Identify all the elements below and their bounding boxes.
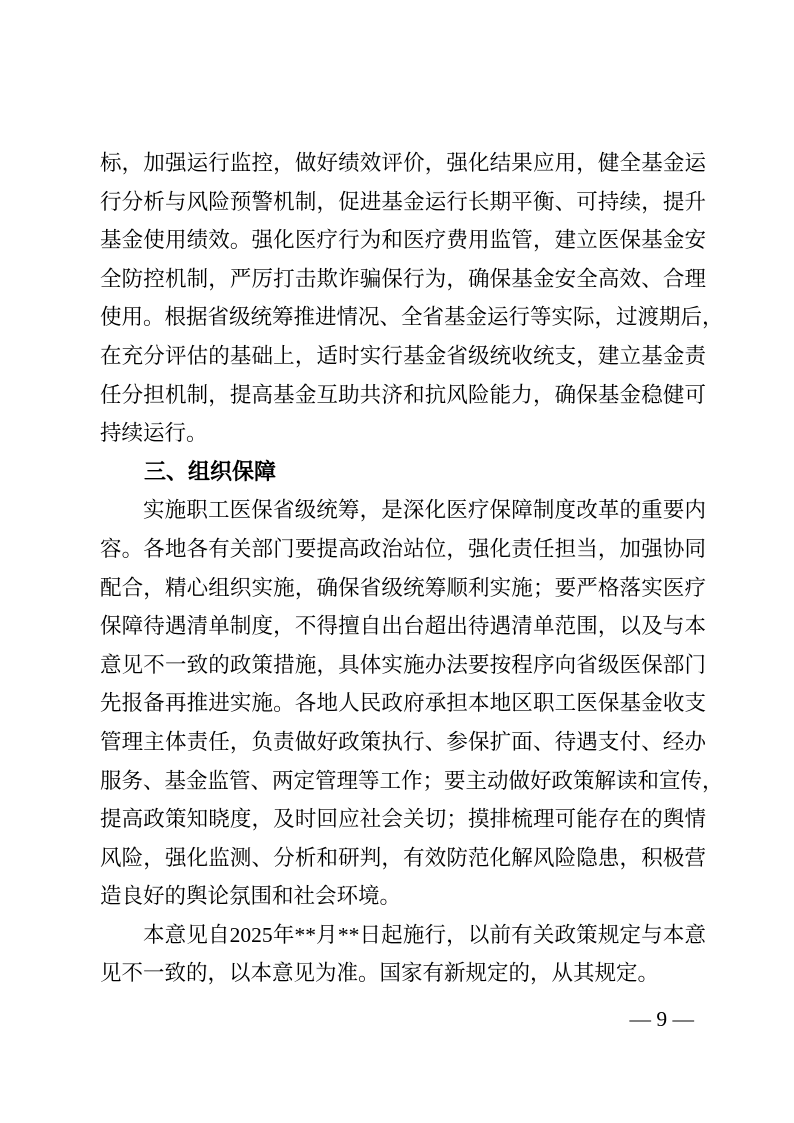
body-text-line: 实施职工医保省级统筹，是深化医疗保障制度改革的重要内 (143, 498, 706, 523)
body-text-line: 配合，精心组织实施，确保省级统筹顺利实施；要严格落实医疗 (100, 575, 706, 600)
body-text-line: 服务、基金监管、两定管理等工作；要主动做好政策解读和宣传， (100, 768, 724, 793)
document-body (100, 144, 724, 993)
body-text-line: 行分析与风险预警机制，促进基金运行长期平衡、可持续，提升 (100, 189, 706, 214)
body-text-line: 持续运行。 (100, 421, 208, 446)
body-text-line: 使用。根据省级统筹推进情况、全省基金运行等实际，过渡期后， (100, 305, 724, 330)
body-text-line: 先报备再推进实施。各地人民政府承担本地区职工医保基金收支 (100, 691, 706, 716)
body-text-line: 管理主体责任，负责做好政策执行、参保扩面、待遇支付、经办 (100, 729, 706, 754)
body-text-line: 见不一致的，以本意见为准。国家有新规定的，从其规定。 (100, 961, 660, 986)
section-heading: 三、组织保障 (144, 458, 277, 484)
body-text-line: 全防控机制，严厉打击欺诈骗保行为，确保基金安全高效、合理 (100, 266, 706, 291)
body-text-line: 意见不一致的政策措施，具体实施办法要按程序向省级医保部门 (100, 652, 706, 677)
body-text-line: 保障待遇清单制度，不得擅自出台超出待遇清单范围，以及与本 (100, 614, 706, 639)
body-text-line: 造良好的舆论氛围和社会环境。 (100, 884, 402, 909)
body-text-line: 在充分评估的基础上，适时实行基金省级统收统支，建立基金责 (100, 343, 706, 368)
page-number: — 9 — (629, 1007, 694, 1031)
body-text-line: 容。各地各有关部门要提高政治站位，强化责任担当，加强协同 (100, 536, 706, 561)
body-text-line: 基金使用绩效。强化医疗行为和医疗费用监管，建立医保基金安 (100, 228, 706, 253)
body-text-line: 标，加强运行监控，做好绩效评价，强化结果应用，健全基金运 (100, 151, 706, 175)
body-text-line: 风险，强化监测、分析和研判，有效防范化解风险隐患，积极营 (100, 845, 706, 870)
body-text-line: 提高政策知晓度，及时回应社会关切；摸排梳理可能存在的舆情 (100, 807, 706, 832)
body-text-line: 本意见自2025年**月**日起施行，以前有关政策规定与本意 (143, 922, 706, 947)
body-text-line: 任分担机制，提高基金互助共济和抗风险能力，确保基金稳健可 (100, 382, 706, 407)
